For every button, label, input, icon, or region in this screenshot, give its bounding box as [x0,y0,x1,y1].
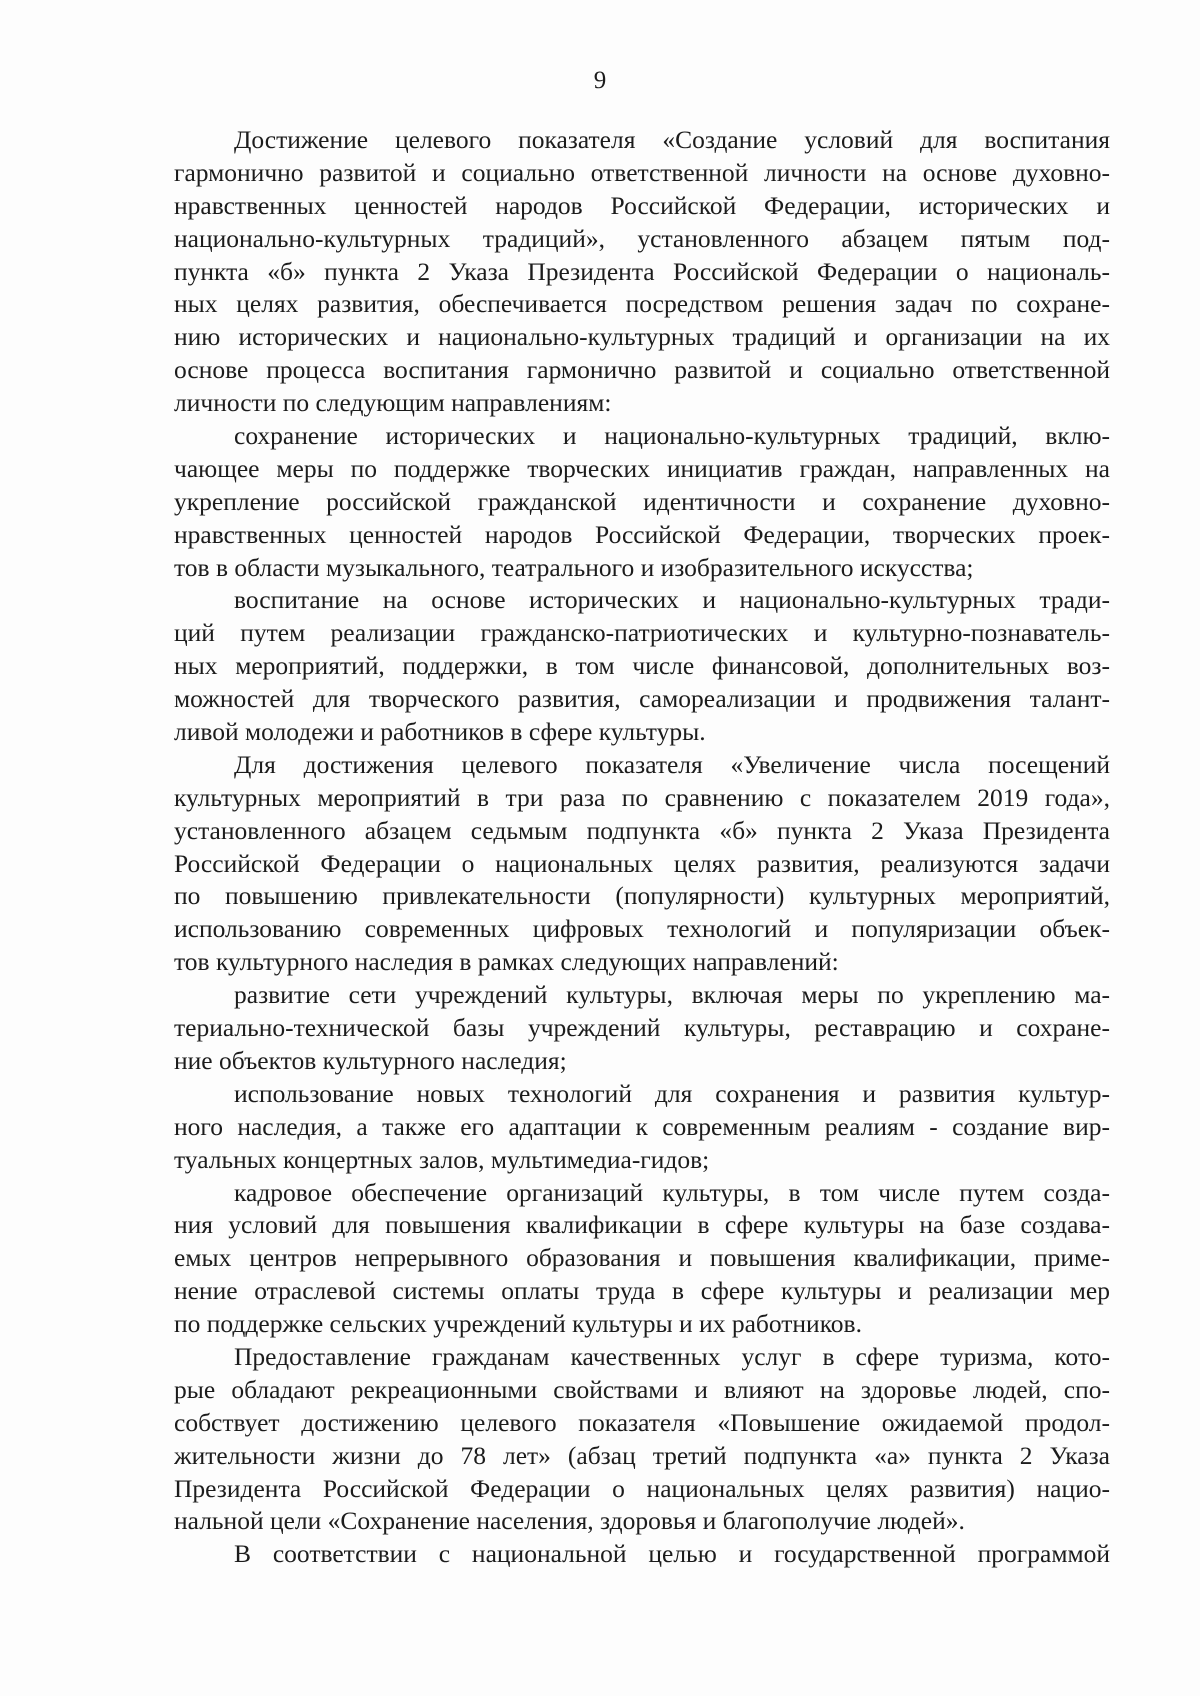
text-line: можностей для творческого развития, самореализации и продвижения талант- [174,684,1110,714]
text-line: териально-технической базы учреждений культуры, реставрацию и сохране- [174,1013,1110,1043]
text-line: гармонично развитой и социально ответственной личности на основе духовно- [174,157,1110,187]
page-number: 9 [593,67,607,94]
text-line: нение отраслевой системы оплаты труда в сфере культуры и реализации мер [174,1276,1110,1306]
text-line: собствует достижению целевого показателя «Повышение ожидаемой продол- [174,1407,1110,1437]
text-line: по поддержке сельских учреждений культуры и их работников. [174,1309,862,1339]
text-line: Президента Российской Федерации о национальных целях развития) нацио- [174,1473,1110,1503]
text-line: Предоставление гражданам качественных услуг в сфере туризма, кото- [234,1341,1110,1371]
text-line: установленного абзацем седьмым подпункта «б» пункта 2 Указа Президента [174,815,1110,845]
text-line: личности по следующим направлениям: [174,388,612,418]
text-line: нравственных ценностей народов Российской Федерации, творческих проек- [174,519,1110,549]
body-text [174,124,1110,1571]
text-line: национально-культурных традиций», установленного абзацем пятым под- [174,223,1110,253]
text-line: рые обладают рекреационными свойствами и влияют на здоровье людей, спо- [174,1374,1110,1404]
text-line: пункта «б» пункта 2 Указа Президента Российской Федерации о националь- [174,256,1110,286]
text-line: нию исторических и национально-культурных традиций и организации на их [174,322,1110,352]
text-line: нальной цели «Сохранение населения, здоровья и благополучие людей». [174,1506,965,1536]
text-line: чающее меры по поддержке творческих инициатив граждан, направленных на [174,453,1110,483]
text-line: В соответствии с национальной целью и государственной программой [234,1539,1110,1569]
text-line: туальных концертных залов, мультимедиа-гидов; [174,1144,710,1174]
text-line: развитие сети учреждений культуры, включая меры по укреплению ма- [234,980,1110,1010]
text-line: Российской Федерации о национальных целях развития, реализуются задачи [174,848,1110,878]
text-line: ций путем реализации гражданско-патриотических и культурно-познаватель- [174,618,1110,648]
text-line: емых центров непрерывного образования и повышения квалификации, приме- [174,1243,1110,1273]
text-line: нравственных ценностей народов Российской Федерации, исторических и [174,190,1110,220]
text-line: ных мероприятий, поддержки, в том числе финансовой, дополнительных воз- [174,651,1110,681]
text-line: культурных мероприятий в три раза по сравнению с показателем 2019 года», [174,782,1110,812]
text-line: использование новых технологий для сохранения и развития культур- [234,1078,1110,1108]
text-line: укрепление российской гражданской идентичности и сохранение духовно- [174,486,1110,516]
text-line: ного наследия, а также его адаптации к современным реалиям - создание вир- [174,1111,1110,1141]
text-line: кадровое обеспечение организаций культуры, в том числе путем созда- [234,1177,1110,1207]
text-line: воспитание на основе исторических и национально-культурных тради- [234,585,1110,615]
text-line: ливой молодежи и работников в сфере культуры. [174,717,706,747]
text-line: жительности жизни до 78 лет» (абзац третий подпункта «а» пункта 2 Указа [174,1440,1110,1470]
text-line: Достижение целевого показателя «Создание условий для воспитания [234,125,1110,154]
text-line: основе процесса воспитания гармонично развитой и социально ответственной [174,355,1110,385]
text-line: по повышению привлекательности (популярности) культурных мероприятий, [174,881,1110,911]
text-line: тов культурного наследия в рамках следующих направлений: [174,947,839,977]
text-line: ния условий для повышения квалификации в сфере культуры на базе создава- [174,1210,1110,1240]
text-line: ных целях развития, обеспечивается посредством решения задач по сохране- [174,289,1110,319]
text-line: тов в области музыкального, театрального и изобразительного искусства; [174,552,974,582]
text-line: использованию современных цифровых технологий и популяризации объек- [174,914,1110,944]
text-line: сохранение исторических и национально-культурных традиций, вклю- [234,421,1110,451]
text-line: Для достижения целевого показателя «Увеличение числа посещений [234,749,1110,779]
text-line: ние объектов культурного наследия; [174,1045,567,1075]
